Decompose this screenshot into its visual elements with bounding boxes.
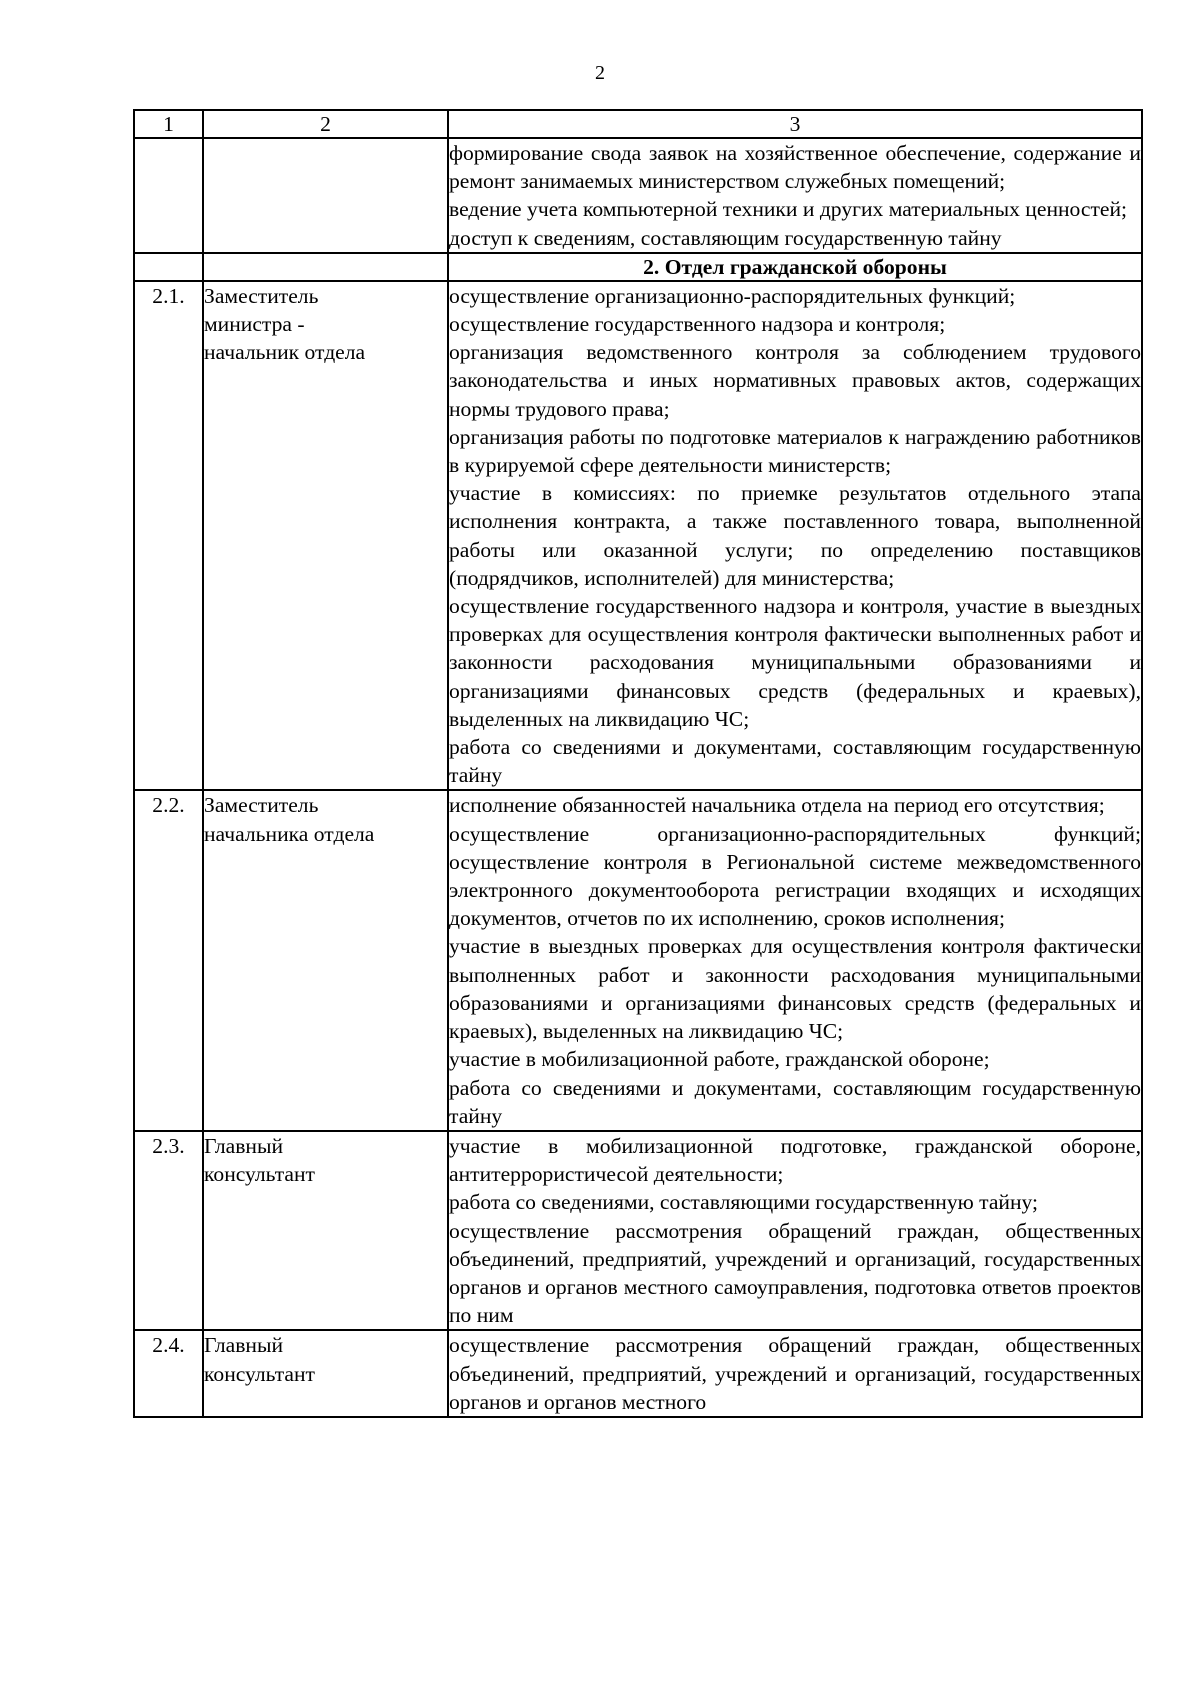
- role-cell: [203, 138, 448, 253]
- duty-item: участие в мобилизационной подготовке, гражданской обороне, антитеррористичесой деятельности;: [449, 1133, 1141, 1187]
- duty-item: работа со сведениями и документами, составляющим государственную тайну: [449, 735, 1141, 788]
- page-number: 2: [595, 62, 605, 84]
- duty-item: формирование свода заявок на хозяйственное обеспечение, содержание и ремонт занимаемых министерством служебных помещений;: [449, 141, 1141, 194]
- role-line: Заместитель: [204, 793, 319, 818]
- duty-item: работа со сведениями и документами, составляющим государственную тайну: [449, 1075, 1141, 1128]
- duty-item: осуществление рассмотрения обращений граждан, общественных объединений, предприятий, учреждений и организаций, государственных органов и органов местного самоуправления, подготовка ответов проектов по ним: [449, 1218, 1141, 1328]
- row-number: 2.1.: [134, 281, 203, 791]
- table-row: [134, 281, 1142, 791]
- column-header-2: 2: [203, 110, 448, 138]
- duty-item: ведение учета компьютерной техники и других материальных ценностей;: [449, 197, 1128, 222]
- table-row: [134, 790, 1142, 1130]
- duty-item: участие в комиссиях: по приемке результатов отдельного этапа исполнения контракта, а также поставленного товара, выполненной работы или оказанной услуги; по определению поставщиков (подрядчиков, исполнителей) для министерства;: [449, 481, 1141, 590]
- table-row: [134, 1131, 1142, 1330]
- duties-cell: [448, 138, 1142, 253]
- duty-item: осуществление государственного надзора и контроля, участие в выездных проверках для осуществления контроля фактически выполненных работ и законности расходования муниципальными образованиями и организациями финансовых средств (федеральных и краевых), выделенных на ликвидацию ЧС;: [449, 594, 1141, 731]
- role-line: консультант: [204, 1361, 315, 1386]
- row-number: 2.2.: [134, 790, 203, 1130]
- role-line: Главный: [204, 1333, 284, 1358]
- duty-item: осуществление государственного надзора и контроля;: [449, 312, 946, 337]
- duty-item: доступ к сведениям, составляющим государственную тайну: [449, 225, 1002, 250]
- row-number-cell: [134, 138, 203, 253]
- responsibilities-table: [133, 109, 1143, 1418]
- duty-item: осуществление рассмотрения обращений граждан, общественных объединений, предприятий, учреждений и организаций, государственных органов и органов местного: [449, 1333, 1141, 1414]
- row-number: 2.4.: [134, 1330, 203, 1417]
- duty-item: работа со сведениями, составляющими государственную тайну;: [449, 1190, 1039, 1215]
- duties-cell: [448, 1330, 1142, 1417]
- table-row: [134, 1330, 1142, 1417]
- duties-cell: [448, 281, 1142, 791]
- role-cell: [203, 1330, 448, 1417]
- duty-item: участие в выездных проверках для осуществления контроля фактически выполненных работ и законности расходования муниципальными образованиями и организациями финансовых средств (федеральных и краевых), выделенных на ликвидацию ЧС;: [449, 934, 1141, 1044]
- duties-cell: [448, 790, 1142, 1130]
- role-cell: [203, 1131, 448, 1330]
- role-line: консультант: [204, 1162, 315, 1187]
- role-line: Заместитель: [204, 283, 319, 308]
- section-spacer: [134, 253, 203, 281]
- section-title: 2. Отдел гражданской обороны: [448, 253, 1142, 281]
- role-line: начальника отдела: [204, 821, 375, 846]
- table-header-row: [134, 110, 1142, 138]
- role-cell: [203, 790, 448, 1130]
- duty-item: исполнение обязанностей начальника отдела на период его отсутствия;: [449, 793, 1105, 818]
- duty-item: организация работы по подготовке материалов к награждению работников в курируемой сфере деятельности министерств;: [449, 424, 1141, 478]
- duty-item: организация ведомственного контроля за соблюдением трудового законодательства и иных нормативных правовых актов, содержащих нормы трудового права;: [449, 340, 1141, 421]
- duty-item: участие в мобилизационной работе, гражданской обороне;: [449, 1047, 990, 1072]
- section-row: [134, 253, 1142, 281]
- continuation-row: [134, 138, 1142, 253]
- role-line: министра -: [204, 312, 305, 337]
- role-line: начальник отдела: [204, 340, 366, 365]
- row-number: 2.3.: [134, 1131, 203, 1330]
- duties-cell: [448, 1131, 1142, 1330]
- duty-item: осуществление организационно-распорядительных функций; осуществление контроля в Региональной системе межведомственного электронного документооборота регистрации входящих и исходящих документов, отчетов по их исполнению, сроков исполнения;: [449, 821, 1141, 931]
- section-spacer: [203, 253, 448, 281]
- column-header-1: 1: [134, 110, 203, 138]
- duty-item: осуществление организационно-распорядительных функций;: [449, 283, 1016, 308]
- role-line: Главный: [204, 1133, 284, 1158]
- role-cell: [203, 281, 448, 791]
- column-header-3: 3: [448, 110, 1142, 138]
